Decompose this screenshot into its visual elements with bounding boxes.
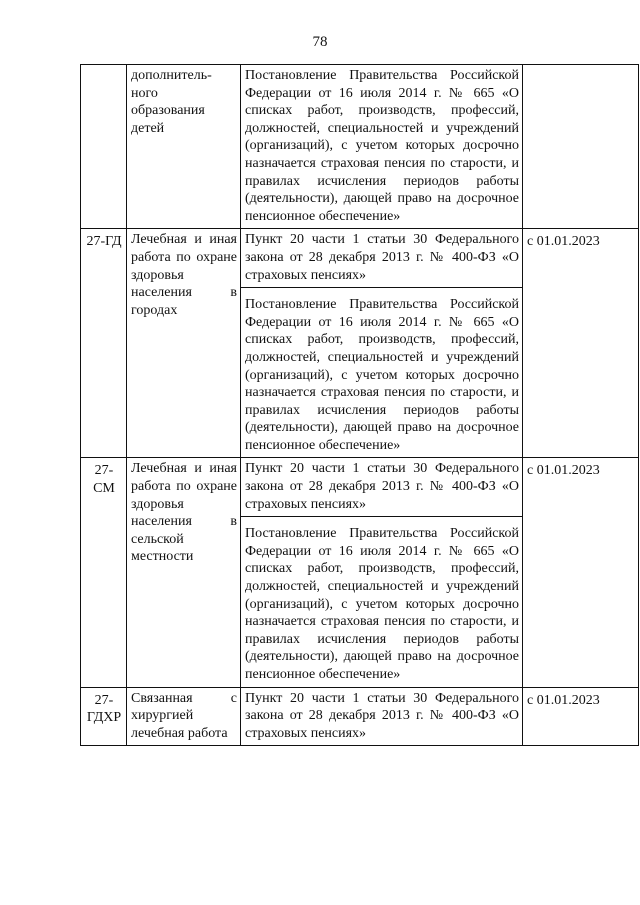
work-kind: Связанная с хирургией лечебная работа [127, 687, 241, 746]
effective-date: с 01.01.2023 [523, 458, 639, 687]
table-row [81, 687, 639, 746]
legal-basis: Постановление Правительства Российской Федерации от 16 июля 2014 г. № 665 «О списках работ, производств, профессий, должностей, специальностей и учреждений (организаций), с учетом которых досрочно назначается страховая пенсия по старости, и правилах исчисления периодов работы (деятельности), дающей право на досрочное пенсионное обеспечение» [241, 517, 523, 687]
work-kind: дополнитель- ного образования детей [127, 65, 241, 229]
effective-date [523, 65, 639, 229]
effective-date: с 01.01.2023 [523, 687, 639, 746]
table-row [81, 65, 639, 229]
row-code: 27- СМ [81, 458, 127, 687]
page-number: 78 [312, 34, 328, 50]
legal-basis: Постановление Правительства Российской Федерации от 16 июля 2014 г. № 665 «О списках работ, производств, профессий, должностей, специальностей и учреждений (организаций), с учетом которых досрочно назначается страховая пенсия по старости, и правилах исчисления периодов работы (деятельности), дающей право на досрочное пенсионное обеспечение» [241, 65, 523, 229]
row-code: 27-ГД [81, 229, 127, 458]
row-code [81, 65, 127, 229]
legal-basis: Пункт 20 части 1 статьи 30 Федерального закона от 28 декабря 2013 г. № 400-ФЗ «О страховых пенсиях» [241, 458, 523, 517]
legal-basis: Постановление Правительства Российской Федерации от 16 июля 2014 г. № 665 «О списках работ, производств, профессий, должностей, специальностей и учреждений (организаций), с учетом которых досрочно назначается страховая пенсия по старости, и правилах исчисления периодов работы (деятельности), дающей право на досрочное пенсионное обеспечение» [241, 288, 523, 458]
legal-basis: Пункт 20 части 1 статьи 30 Федерального закона от 28 декабря 2013 г. № 400-ФЗ «О страховых пенсиях» [241, 687, 523, 746]
codes-table [80, 64, 639, 746]
work-kind: Лечебная и иная работа по охране здоровья населения в городах [127, 229, 241, 458]
table-row [81, 229, 639, 288]
legal-basis: Пункт 20 части 1 статьи 30 Федерального закона от 28 декабря 2013 г. № 400-ФЗ «О страховых пенсиях» [241, 229, 523, 288]
effective-date: с 01.01.2023 [523, 229, 639, 458]
row-code: 27- ГДХР [81, 687, 127, 746]
work-kind: Лечебная и иная работа по охране здоровья населения в сельской местности [127, 458, 241, 687]
table-row [81, 458, 639, 517]
